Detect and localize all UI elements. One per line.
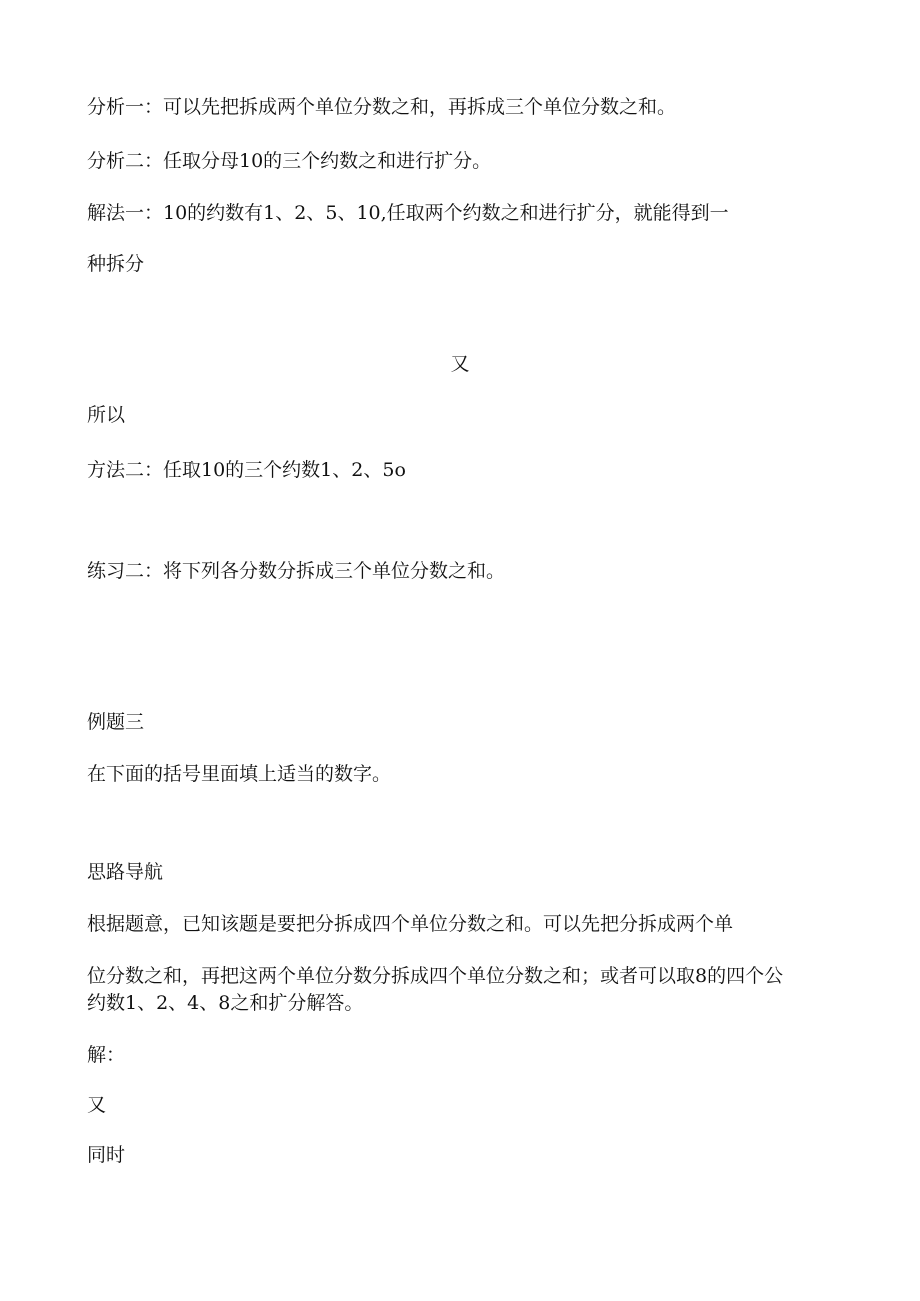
analysis-two: 分析二：任取分母10的三个约数之和进行扩分。	[87, 150, 492, 172]
solution-one-line-1: 解法一：10的约数有1、2、5、10,任取两个约数之和进行扩分，就能得到一	[87, 202, 729, 224]
thinking-line-1: 根据题意，已知该题是要把分拆成四个单位分数之和。可以先把分拆成两个单	[87, 913, 734, 935]
thinking-line-3: 约数1、2、4、8之和扩分解答。	[87, 992, 364, 1014]
therefore-label: 所以	[87, 404, 126, 426]
example-three-title: 例题三	[87, 711, 145, 733]
thinking-title: 思路导航	[87, 861, 164, 883]
analysis-one: 分析一：可以先把拆成两个单位分数之和，再拆成三个单位分数之和。	[87, 96, 677, 118]
solution-label: 解：	[87, 1044, 126, 1066]
method-two: 方法二：任取10的三个约数1、2、5o	[87, 459, 406, 481]
exercise-two: 练习二：将下列各分数分拆成三个单位分数之和。	[87, 560, 506, 582]
again-centered: 又	[450, 353, 470, 375]
thinking-line-2: 位分数之和，再把这两个单位分数分拆成四个单位分数之和；或者可以取8的四个公	[87, 965, 784, 987]
meanwhile-label: 同时	[87, 1144, 126, 1166]
again-label: 又	[87, 1094, 107, 1116]
solution-one-line-2: 种拆分	[87, 253, 145, 275]
example-three-prompt: 在下面的括号里面填上适当的数字。	[87, 763, 392, 785]
